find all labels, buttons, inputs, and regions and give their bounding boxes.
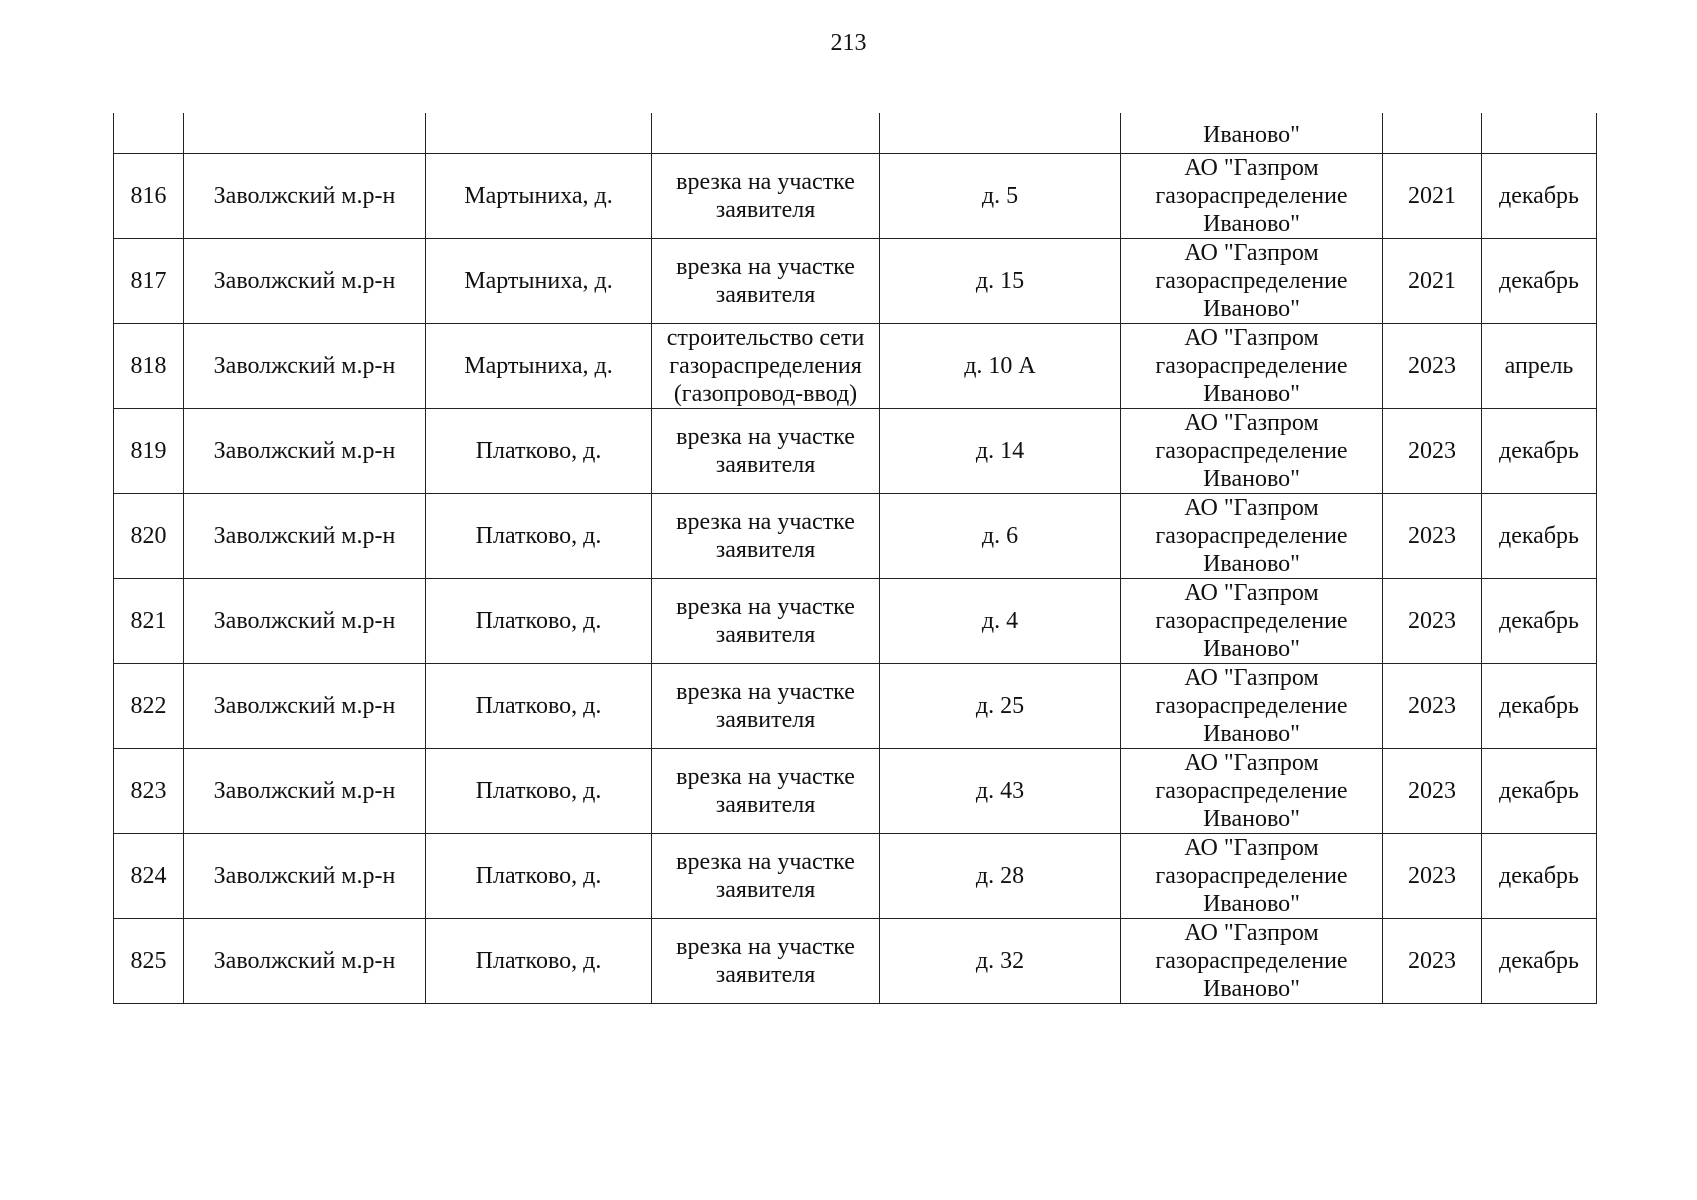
cell-month: апрель <box>1482 323 1597 408</box>
table-row <box>114 153 1597 238</box>
cell-year <box>1383 113 1482 153</box>
cell-year: 2023 <box>1383 918 1482 1003</box>
cell-year: 2023 <box>1383 578 1482 663</box>
cell-type: врезка на участке заявителя <box>652 578 880 663</box>
cell-district: Заволжский м.р-н <box>184 833 426 918</box>
table-row <box>114 748 1597 833</box>
continuation-row <box>114 113 1597 153</box>
table-row <box>114 323 1597 408</box>
cell-address: д. 43 <box>880 748 1121 833</box>
cell-district: Заволжский м.р-н <box>184 323 426 408</box>
cell-year: 2023 <box>1383 663 1482 748</box>
cell-district: Заволжский м.р-н <box>184 153 426 238</box>
cell-num: 824 <box>114 833 184 918</box>
table-row <box>114 408 1597 493</box>
cell-type: врезка на участке заявителя <box>652 663 880 748</box>
cell-type: строительство сети газораспределения (газопровод-ввод) <box>652 323 880 408</box>
cell-month: декабрь <box>1482 153 1597 238</box>
cell-settlement: Мартыниха, д. <box>426 238 652 323</box>
cell-address: д. 28 <box>880 833 1121 918</box>
cell-year: 2023 <box>1383 833 1482 918</box>
cell-year: 2023 <box>1383 493 1482 578</box>
cell-address: д. 32 <box>880 918 1121 1003</box>
cell-type: врезка на участке заявителя <box>652 918 880 1003</box>
cell-month <box>1482 113 1597 153</box>
cell-settlement: Платково, д. <box>426 748 652 833</box>
cell-year: 2023 <box>1383 323 1482 408</box>
cell-address: д. 5 <box>880 153 1121 238</box>
cell-num <box>114 113 184 153</box>
cell-org: АО "Газпром газораспределение Иваново" <box>1121 238 1383 323</box>
cell-month: декабрь <box>1482 833 1597 918</box>
cell-month: декабрь <box>1482 748 1597 833</box>
cell-address: д. 4 <box>880 578 1121 663</box>
cell-num: 818 <box>114 323 184 408</box>
cell-address: д. 14 <box>880 408 1121 493</box>
cell-org: Иваново" <box>1121 113 1383 153</box>
cell-org: АО "Газпром газораспределение Иваново" <box>1121 918 1383 1003</box>
cell-year: 2023 <box>1383 408 1482 493</box>
cell-year: 2021 <box>1383 153 1482 238</box>
cell-year: 2021 <box>1383 238 1482 323</box>
cell-month: декабрь <box>1482 238 1597 323</box>
cell-settlement: Платково, д. <box>426 408 652 493</box>
cell-address: д. 10 А <box>880 323 1121 408</box>
gasification-table <box>113 113 1597 1004</box>
cell-type: врезка на участке заявителя <box>652 748 880 833</box>
cell-address: д. 15 <box>880 238 1121 323</box>
cell-num: 821 <box>114 578 184 663</box>
cell-month: декабрь <box>1482 918 1597 1003</box>
cell-org: АО "Газпром газораспределение Иваново" <box>1121 748 1383 833</box>
cell-org: АО "Газпром газораспределение Иваново" <box>1121 408 1383 493</box>
cell-address <box>880 113 1121 153</box>
cell-settlement: Платково, д. <box>426 663 652 748</box>
cell-num: 825 <box>114 918 184 1003</box>
cell-org: АО "Газпром газораспределение Иваново" <box>1121 578 1383 663</box>
cell-district: Заволжский м.р-н <box>184 748 426 833</box>
cell-year: 2023 <box>1383 748 1482 833</box>
cell-district: Заволжский м.р-н <box>184 918 426 1003</box>
table-row <box>114 663 1597 748</box>
table-row <box>114 578 1597 663</box>
cell-month: декабрь <box>1482 493 1597 578</box>
cell-settlement: Мартыниха, д. <box>426 153 652 238</box>
cell-type: врезка на участке заявителя <box>652 493 880 578</box>
cell-address: д. 6 <box>880 493 1121 578</box>
cell-settlement: Мартыниха, д. <box>426 323 652 408</box>
cell-district: Заволжский м.р-н <box>184 238 426 323</box>
cell-settlement: Платково, д. <box>426 493 652 578</box>
cell-type <box>652 113 880 153</box>
cell-type: врезка на участке заявителя <box>652 238 880 323</box>
cell-district <box>184 113 426 153</box>
cell-month: декабрь <box>1482 408 1597 493</box>
table-row <box>114 833 1597 918</box>
cell-num: 822 <box>114 663 184 748</box>
cell-settlement: Платково, д. <box>426 833 652 918</box>
cell-settlement <box>426 113 652 153</box>
cell-type: врезка на участке заявителя <box>652 153 880 238</box>
cell-month: декабрь <box>1482 578 1597 663</box>
cell-num: 816 <box>114 153 184 238</box>
cell-num: 819 <box>114 408 184 493</box>
cell-org: АО "Газпром газораспределение Иваново" <box>1121 493 1383 578</box>
table-row <box>114 918 1597 1003</box>
table-row <box>114 493 1597 578</box>
cell-type: врезка на участке заявителя <box>652 408 880 493</box>
cell-settlement: Платково, д. <box>426 578 652 663</box>
cell-num: 817 <box>114 238 184 323</box>
cell-org: АО "Газпром газораспределение Иваново" <box>1121 663 1383 748</box>
cell-district: Заволжский м.р-н <box>184 408 426 493</box>
cell-district: Заволжский м.р-н <box>184 578 426 663</box>
table-body <box>114 113 1597 1003</box>
cell-type: врезка на участке заявителя <box>652 833 880 918</box>
cell-num: 823 <box>114 748 184 833</box>
cell-org: АО "Газпром газораспределение Иваново" <box>1121 153 1383 238</box>
page-number: 213 <box>830 30 867 56</box>
table-row <box>114 238 1597 323</box>
cell-num: 820 <box>114 493 184 578</box>
cell-settlement: Платково, д. <box>426 918 652 1003</box>
cell-org: АО "Газпром газораспределение Иваново" <box>1121 833 1383 918</box>
cell-district: Заволжский м.р-н <box>184 493 426 578</box>
cell-address: д. 25 <box>880 663 1121 748</box>
cell-district: Заволжский м.р-н <box>184 663 426 748</box>
cell-org: АО "Газпром газораспределение Иваново" <box>1121 323 1383 408</box>
cell-month: декабрь <box>1482 663 1597 748</box>
